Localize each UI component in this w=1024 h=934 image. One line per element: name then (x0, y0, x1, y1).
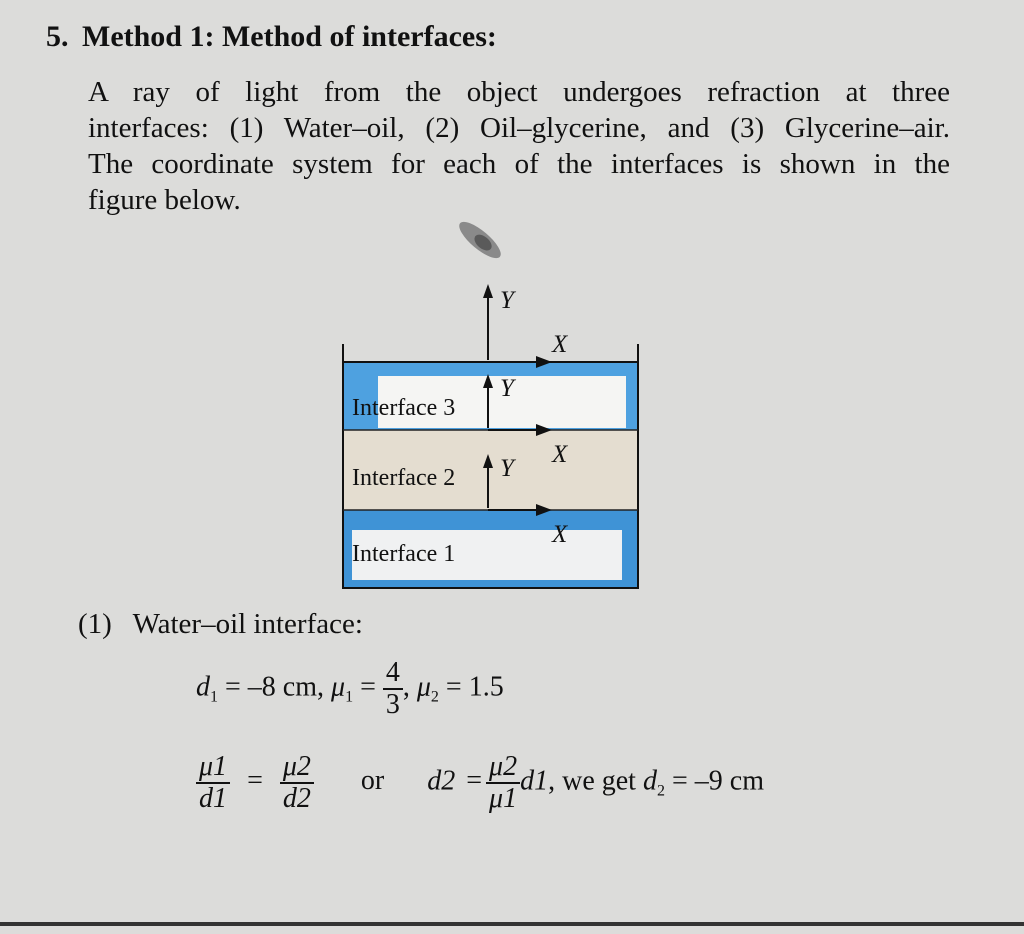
interfaces-figure (330, 200, 650, 600)
x-axis-label-1: X (552, 521, 568, 548)
eq1-mu2-value: = 1.5 (438, 671, 504, 703)
eq2-d2: d2 (282, 783, 311, 814)
paragraph-line: A ray of light from the object undergoes refraction at three (88, 76, 950, 108)
equation-1 (196, 658, 504, 720)
paragraph-line: interfaces: (1) Water–oil, (2) Oil–glycerine, and (3) Glycerine–air. (88, 112, 950, 144)
page-bottom-rule (0, 922, 1024, 926)
eq1-fraction (383, 658, 403, 720)
eq2-d1: d1 (199, 783, 228, 814)
eq1-frac-den: 3 (385, 689, 400, 720)
eye-icon (454, 216, 505, 263)
section-heading (46, 20, 497, 54)
eq2-frac-right (280, 752, 314, 814)
eq2-we-get: , we get (548, 765, 643, 797)
interface-1-label: Interface 1 (352, 541, 456, 567)
paragraph-line: The coordinate system for each of the interfaces is shown in the (88, 148, 950, 180)
heading-number: 5. (46, 20, 69, 53)
x-axis-label-2: X (552, 441, 568, 468)
y-axis-label-top: Y (500, 287, 514, 314)
eq2-mu1: μ1 (196, 752, 230, 784)
interface-3-label: Interface 3 (352, 395, 456, 421)
eq1-mu2-sub: 2 (430, 688, 439, 706)
eq2-equals-1: = (247, 765, 263, 797)
eq2-d2-result: d (642, 765, 657, 797)
intro-paragraph (88, 74, 950, 218)
eq2-d1-tail: d1 (520, 765, 549, 797)
eq1-frac-num: 4 (383, 658, 403, 690)
eq1-mu2: μ (416, 671, 431, 703)
eq2-d2-lhs: d2 (427, 765, 456, 797)
eq1-equals: = (353, 671, 383, 703)
eq1-comma: , (402, 671, 417, 703)
eq1-mu1: μ (331, 671, 346, 703)
interface-2-label: Interface 2 (352, 465, 456, 491)
eq2-mu1-den: μ1 (489, 783, 518, 814)
eq1-d-sub: 1 (210, 688, 218, 706)
paragraph-line: figure below. (88, 184, 241, 216)
eq2-frac-left (196, 752, 230, 814)
eq2-or: or (360, 765, 385, 797)
eq2-equals-2: = (466, 765, 483, 797)
y-axis-label-3: Y (500, 375, 514, 402)
equation-2 (196, 752, 764, 814)
eq2-mu2: μ2 (280, 752, 314, 784)
heading-title: Method 1: Method of interfaces: (82, 20, 497, 53)
eq1-d-value: = –8 cm, (218, 671, 331, 703)
eq1-d: d (196, 671, 210, 703)
y-axis-label-2: Y (500, 455, 514, 482)
subsection-title: Water–oil interface: (132, 608, 363, 640)
eq1-mu1-sub: 1 (345, 688, 354, 706)
eq2-d2-result-sub: 2 (656, 782, 665, 800)
eq2-mu2-num: μ2 (486, 752, 520, 784)
eq2-frac-mu (486, 752, 520, 814)
eq2-result-value: = –9 cm (664, 765, 764, 797)
subsection-heading (78, 608, 363, 641)
x-axis-label-top: X (552, 331, 568, 358)
subsection-number: (1) (78, 608, 112, 640)
